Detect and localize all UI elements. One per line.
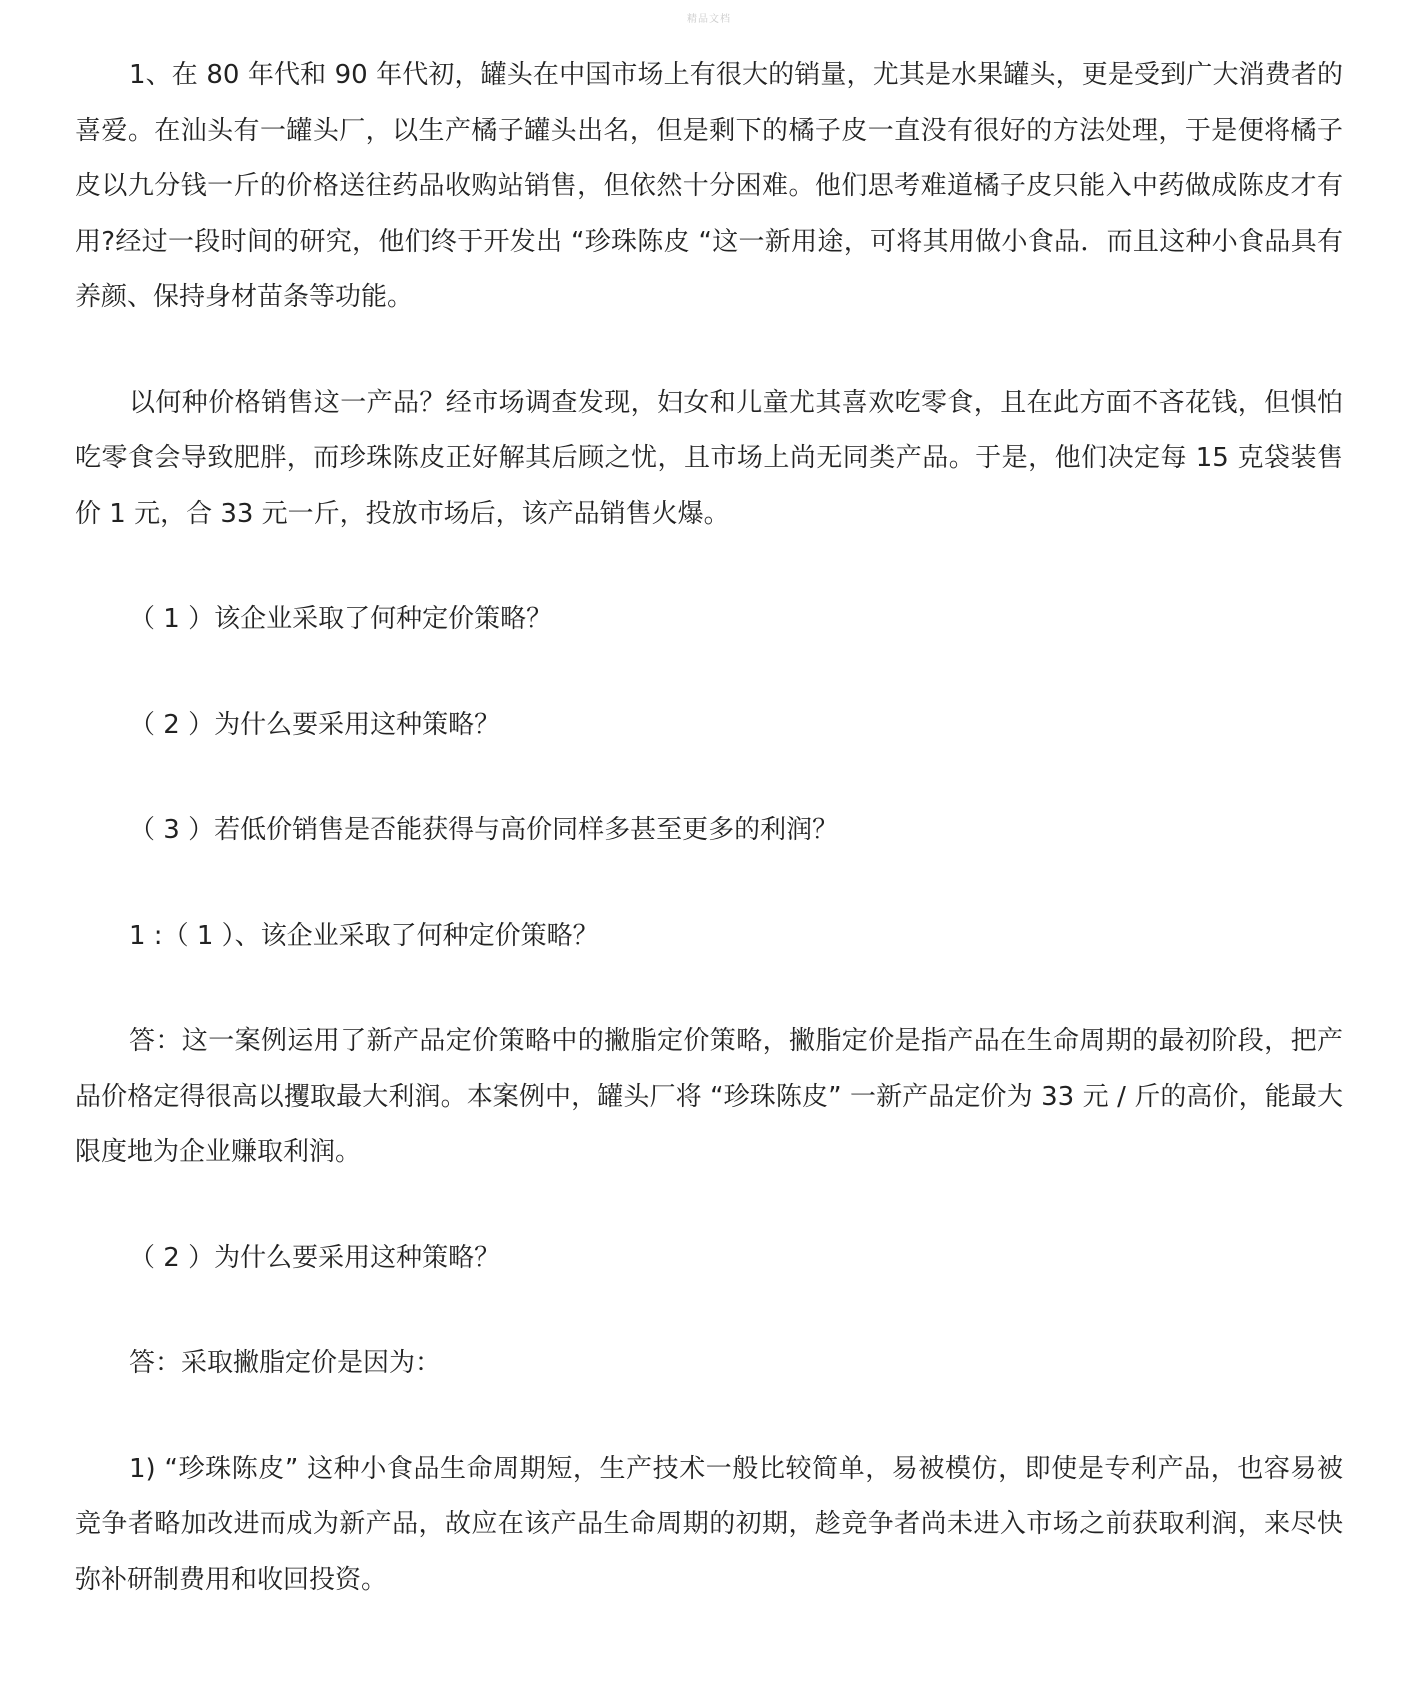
question-3: （ 3 ）若低价销售是否能获得与高价同样多甚至更多的利润？ <box>129 815 839 845</box>
answer-heading-1: 1 :（ 1 ）、该企业采取了何种定价策略？ <box>129 920 599 951</box>
case-intro-paragraph: 1、在 80 年代和 90 年代初，罐头在中国市场上有很大的销量，尤其是水果罐头，更是受到广大消费者的喜爱。在汕头有一罐头厂，以生产橘子罐头出名，但是剩下的橘子皮一直没有很好的方法处理，于是便将橘子皮以九分钱一斤的价格送往药品收购站销售，但依然十分困难。他们思考难道橘子皮只能入中药做成陈皮才有用?经过一段时间的研究，他们终于开发出 “珍珠陈皮 “这一新用途，可将其用做小食品．而且这种小食品具有养颜、保持身材苗条等功能。 <box>75 60 1343 312</box>
case-pricing-paragraph: 以何种价格销售这一产品？经市场调查发现，妇女和儿童尤其喜欢吃零食，且在此方面不吝花钱，但惧怕吃零食会导致肥胖，而珍珠陈皮正好解其后顾之忧，且市场上尚无同类产品。于是，他们决定每 15 克袋装售价 1 元，合 33 元一斤，投放市场后，该产品销售火爆。 <box>75 387 1343 529</box>
question-1: （ 1 ）该企业采取了何种定价策略？ <box>129 604 553 634</box>
answer-1-paragraph: 答：这一案例运用了新产品定价策略中的撇脂定价策略，撇脂定价是指产品在生命周期的最初阶段，把产品价格定得很高以攫取最大利润。本案例中，罐头厂将 “珍珠陈皮” 一新产品定价为 33 元 / 斤的高价，能最大限度地为企业赚取利润。 <box>75 1026 1343 1167</box>
answer-2-intro: 答：采取撇脂定价是因为： <box>129 1348 442 1378</box>
watermark-text: 精品文档 <box>687 14 731 25</box>
answer-heading-2: （ 2 ）为什么要采用这种策略？ <box>129 1242 501 1273</box>
document-body <box>75 48 1343 1608</box>
answer-2-point-1: 1) “珍珠陈皮” 这种小食品生命周期短，生产技术一般比较简单，易被模仿，即使是专利产品，也容易被竞争者略加改进而成为新产品，故应在该产品生命周期的初期，趁竞争者尚未进入市场之前获取利润，来尽快弥补研制费用和收回投资。 <box>75 1453 1343 1595</box>
question-2: （ 2 ）为什么要采用这种策略？ <box>129 709 501 740</box>
